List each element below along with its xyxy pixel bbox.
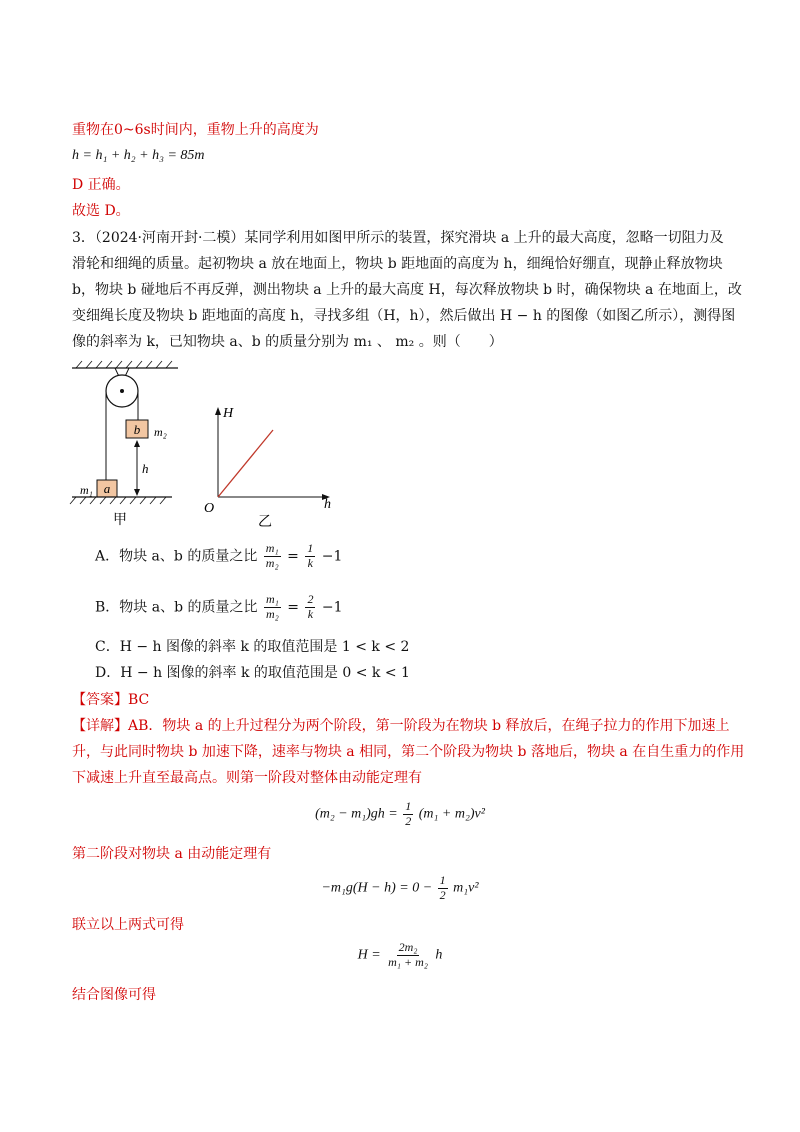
combine-text: 联立以上两式可得 <box>72 917 184 933</box>
height-h-label: h <box>142 461 149 476</box>
question-line-4: 变细绳长度及物块 b 距地面的高度 h，寻找多组（H，h），然后做出 H − h 的图像（如图乙所示），测得图 <box>72 308 736 324</box>
figure-yi-label: 乙 <box>258 515 272 530</box>
question-line-3: b，物块 b 碰地后不再反弹，测出物块 a 上升的最大高度 H，每次释放物块 b 时，确保物块 a 在地面上，改 <box>72 282 742 298</box>
pulley-apparatus-figure <box>60 358 190 528</box>
h-h-graph-figure <box>200 402 340 530</box>
block-b-label: b <box>133 422 141 437</box>
equation-1: (m₂ − m₁)gh = $\frac{1}{2}$ (m₁ + m₂)v² <box>315 799 485 828</box>
axis-H-label: H <box>223 406 234 421</box>
option-a: A．物块 a、b 的质量之比 $\frac{\text{m₁}}{\text{m₂}}$ = $\frac{1}{k}$ −1 <box>95 541 343 570</box>
block-a-label: a <box>103 481 111 496</box>
detail-line-3: 下减速上升直至最高点。则第一阶段对整体由动能定理有 <box>72 770 422 786</box>
choose-d-text: 故选 D。 <box>72 203 130 219</box>
height-sentence: 重物在0~6s时间内，重物上升的高度为 <box>72 122 319 138</box>
axis-h-label: h <box>324 497 331 512</box>
graph-conclusion-text: 结合图像可得 <box>72 987 156 1003</box>
origin-label: O <box>204 501 215 516</box>
answer-label: 【答案】BC <box>72 692 150 708</box>
d-correct-text: D 正确。 <box>72 177 130 193</box>
stage-2-text: 第二阶段对物块 a 由动能定理有 <box>72 846 272 862</box>
option-d: D．H − h 图像的斜率 k 的取值范围是 0 < k < 1 <box>95 665 410 681</box>
height-equation: h = h₁ + h₂ + h₃ = 85m <box>72 148 205 163</box>
question-line-1: 3．（2024·河南开封·二模）某同学利用如图甲所示的装置，探究滑块 a 上升的最大高度，忽略一切阻力及 <box>72 230 724 246</box>
equation-3: H = $\frac{\text{2m₂}}{\text{m₁ + m₂}}$ h <box>357 940 443 969</box>
detail-line-1: 【详解】AB．物块 a 的上升过程分为两个阶段，第一阶段为在物块 b 释放后，在绳子拉力的作用下加速上 <box>72 718 730 734</box>
option-b: B．物块 a、b 的质量之比 $\frac{\text{m₁}}{\text{m₂}}$ = $\frac{2}{k}$ −1 <box>95 592 343 621</box>
figure-jia-label: 甲 <box>113 513 127 528</box>
graph-line <box>218 430 273 497</box>
question-line-5: 像的斜率为 k，已知物块 a、b 的质量分别为 m₁ 、 m₂ 。则（ ） <box>72 334 503 350</box>
equation-2: −m₁g(H − h) = 0 − $\frac{1}{2}$ m₁v² <box>321 873 479 902</box>
mass-b-label: m₂ <box>154 425 167 439</box>
detail-line-2: 升，与此同时物块 b 加速下降，速率与物块 a 相同，第二个阶段为物块 b 落地后，物块 a 在自生重力的作用 <box>72 744 745 760</box>
option-c: C．H − h 图像的斜率 k 的取值范围是 1 < k < 2 <box>95 639 410 655</box>
question-line-2: 滑轮和细绳的质量。起初物块 a 放在地面上，物块 b 距地面的高度为 h，细绳恰好绷直，现静止释放物块 <box>72 256 723 272</box>
mass-a-label: m₁ <box>80 483 93 497</box>
